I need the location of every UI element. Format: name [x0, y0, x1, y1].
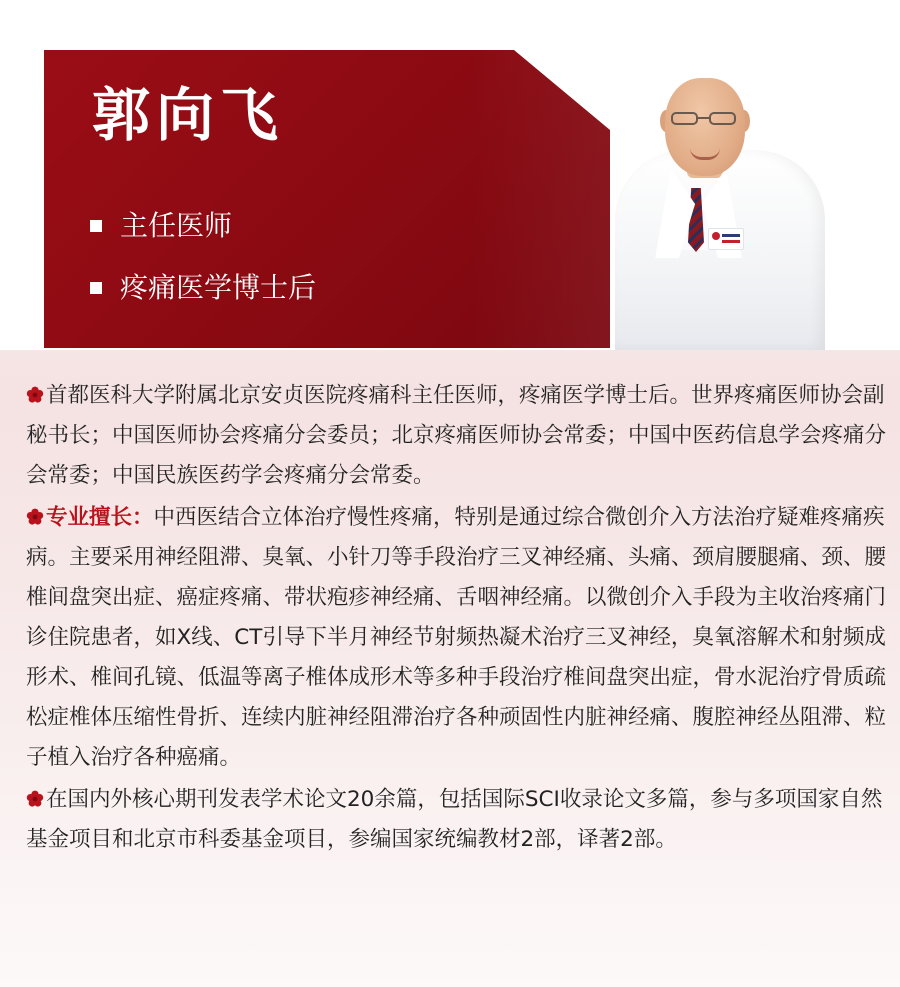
paragraph-publications: [26, 780, 886, 860]
title-item-1: [90, 209, 233, 242]
paragraph-affiliation: [26, 376, 886, 496]
title-item-2: [90, 271, 317, 304]
head: [665, 78, 745, 176]
glasses: [671, 112, 739, 126]
square-bullet-icon: [90, 282, 102, 294]
flower-bullet-icon: [26, 508, 44, 526]
specialty-label: 专业擅长：: [46, 505, 154, 530]
name-badge: [708, 228, 744, 250]
square-bullet-icon: [90, 220, 102, 232]
doctor-name: 郭向飞: [92, 81, 285, 149]
paragraph-specialty: [26, 498, 886, 778]
paragraph-3-text: 在国内外核心期刊发表学术论文20余篇，包括国际SCI收录论文多篇，参与多项国家自然基金项目和北京市科委基金项目，参编国家统编教材2部，译著2部。: [26, 787, 883, 852]
title-text-2: 疼痛医学博士后: [120, 271, 317, 304]
profile-content: [26, 376, 886, 862]
paragraph-2-text: 中西医结合立体治疗慢性疼痛，特别是通过综合微创介入方法治疗疑难疼痛疾病。主要采用神经阻滞、臭氧、小针刀等手段治疗三叉神经痛、头痛、颈肩腰腿痛、颈、腰椎间盘突出症、癌症疼痛、带状疱疹神经痛、舌咽神经痛。以微创介入手段为主收治疼痛门诊住院患者，如X线、CT引导下半月神经节射频热凝术治疗三叉神经，臭氧溶解术和射频成形术、椎间孔镜、低温等离子椎体成形术等多种手段治疗椎间盘突出症，骨水泥治疗骨质疏松症椎体压缩性骨折、连续内脏神经阻滞治疗各种顽固性内脏神经痛、腹腔神经丛阻滞、粒子植入治疗各种癌痛。: [26, 505, 887, 770]
flower-bullet-icon: [26, 790, 44, 808]
flower-bullet-icon: [26, 386, 44, 404]
title-text-1: 主任医师: [120, 209, 233, 242]
paragraph-1-text: 首都医科大学附属北京安贞医院疼痛科主任医师，疼痛医学博士后。世界疼痛医师协会副秘书长；中国医师协会疼痛分会委员；北京疼痛医师协会常委；中国中医药信息学会疼痛分会常委；中国民族医药学会疼痛分会常委。: [26, 383, 887, 488]
